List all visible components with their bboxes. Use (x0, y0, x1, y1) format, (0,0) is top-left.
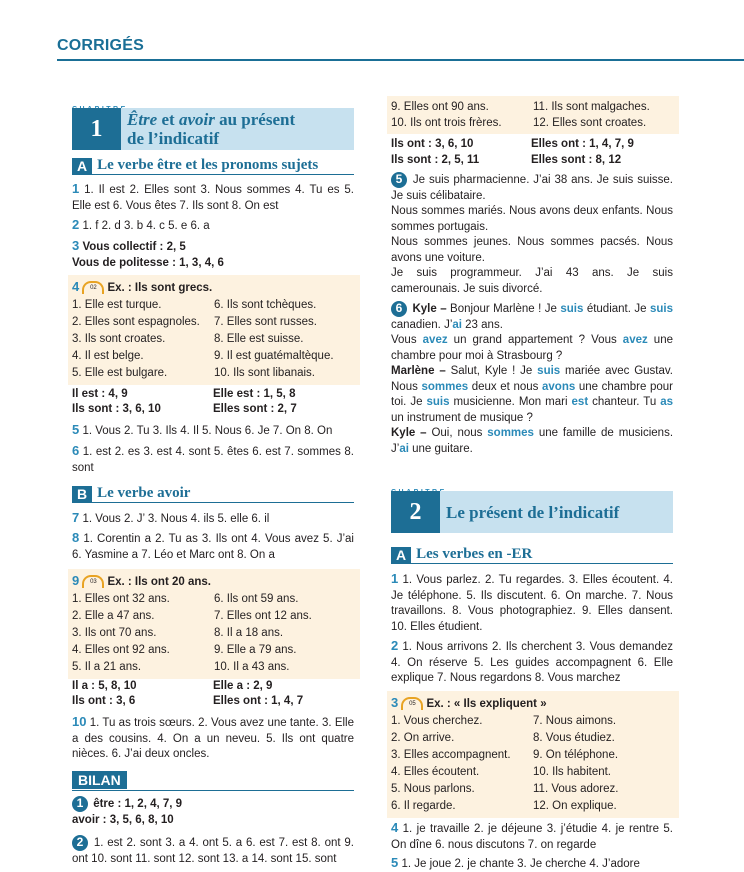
exercise-9-summary: Il a : 5, 8, 10 Elle a : 2, 9 Ils ont : 3, 6 Elles ont : 1, 4, 7 (72, 680, 304, 707)
page-title: CORRIGÉS (57, 37, 144, 54)
bilan-2: 2 1. est 2. sont 3. a 4. ont 5. a 6. est 7. est 8. ont 9. ont 10. sont 11. sont 12. sont 13. a 14. sont 15. sont (72, 835, 354, 865)
chapter-2-exercise-1: 1 1. Vous parlez. 2. Tu regardes. 3. Elles écoutent. 4. Je téléphone. 5. Ils discutent. 6. On marche. 7. Nous travaillons. 8. Vous photographiez. 9. Elles dansent. 10. Elles étudient. (391, 571, 673, 633)
section-2a-heading: A Les verbes en -ER (391, 546, 673, 564)
bilan-3-summary: Ils ont : 3, 6, 10 Elles ont : 1, 4, 7, 9 Ils sont : 2, 5, 11 Elles sont : 8, 12 (391, 138, 634, 166)
bilan-heading: BILAN (72, 771, 354, 791)
exercise-4-summary: Il est : 4, 9 Elle est : 1, 5, 8 Ils sont : 3, 6, 10 Elles sont : 2, 7 (72, 388, 297, 415)
exercise-10: 10 1. Tu as trois sœurs. 2. Vous avez une tante. 3. Elle a des cousins. 4. On a un neveu. 5. Ils ont quatre nièces. 6. J’ai deux oncles. (72, 714, 354, 760)
chapter-1-header (72, 108, 354, 150)
section-b-heading: B Le verbe avoir (72, 485, 354, 503)
audio-icon[interactable]: 03 (82, 575, 104, 588)
exercise-5: 5 1. Vous 2. Tu 3. Ils 4. Il 5. Nous 6. Je 7. On 8. On (72, 422, 333, 437)
title-rule (57, 59, 744, 61)
chapter-2-exercise-4: 4 1. je travaille 2. je déjeune 3. j’étudie 4. je rentre 5. On dîne 6. nous discutons 7. on regarde (391, 820, 673, 851)
exercise-4-box: 4 02 Ex. : Ils sont grecs. 1. Elle est turque. 6. Ils sont tchèques. 2. Elles sont espagnoles. 7. Elles sont russes. 3. Ils sont croates. 8. Elle est suisse. 4. Il est belge. 9. Il est guatémaltèque. 5. Elle est bulgare. 10. Ils sont libanais. (68, 275, 360, 385)
chapter-title: Être et avoir au présent de l’indicatif (121, 108, 354, 150)
chapter-number: 2 (391, 491, 440, 533)
chapter-2-exercise-3-box: 3 05 Ex. : « Ils expliquent » 1. Vous cherchez. 7. Nous aimons. 2. On arrive. 8. Vous étudiez. 3. Elles accompagnent. 9. On téléphone. 4. Elles écoutent. 10. Ils habitent. 5. Nous parlons. 11. Vous adorez. 6. Il regarde. 12. On explique. (387, 691, 679, 818)
exercise-2: 2 1. f 2. d 3. b 4. c 5. e 6. a (72, 217, 210, 232)
section-a-heading: A Le verbe être et les pronoms sujets (72, 157, 354, 175)
chapter-title: Le présent de l’indicatif (440, 491, 673, 533)
bilan-3-continued-box: 9. Elles ont 90 ans. 11. Ils sont malgaches. 10. Ils ont trois frères. 12. Elles sont croates. (387, 96, 679, 134)
exercise-9-items: 1. Elles ont 32 ans. 6. Ils ont 59 ans. 2. Elle a 47 ans. 7. Elles ont 12 ans. 3. Ils ont 70 ans. 8. Il a 18 ans. 4. Elles ont 92 ans. 9. Elle a 79 ans. 5. Il a 21 ans. 10. Il a 43 ans. (72, 593, 312, 673)
chapter-2-exercise-2: 2 1. Nous arrivons 2. Ils cherchent 3. Vous demandez 4. On réserve 5. Les guides accompagnent 6. Elle explique 7. Nous regardons 8. Vous marchez (391, 638, 673, 684)
audio-icon[interactable]: 05 (401, 697, 423, 710)
bilan-6: 6 Kyle – Bonjour Marlène ! Je suis étudiant. Je suis canadien. J’ai 23 ans. Vous avez un grand appartement ? Vous avez une chambre pour moi à Strasbourg ? Marlène – Salut, Kyle ! Je suis mariée avec Gustav. Nous sommes deux et nous avons une chambre pour toi. Je suis musicienne. Mon mari est chanteur. Tu as un instrument de musique ? Kyle – Oui, nous sommes une famille de musiciens. J’ai une guitare. (391, 301, 674, 455)
chapter-2-exercise-5: 5 1. Je joue 2. je chante 3. Je cherche 4. J’adore (391, 855, 640, 870)
chapter-2-exercise-3-items: 1. Vous cherchez. 7. Nous aimons. 2. On arrive. 8. Vous étudiez. 3. Elles accompagnent. 9. On téléphone. 4. Elles écoutent. 10. Ils habitent. 5. Nous parlons. 11. Vous adorez. 6. Il regarde. 12. On explique. (391, 715, 619, 812)
exercise-8: 8 1. Corentin a 2. Tu as 3. Ils ont 4. Vous avez 5. J’ai 6. Yasmine a 7. Léo et Marc ont 8. On a (72, 530, 354, 561)
exercise-3: 3 Vous collectif : 2, 5 Vous de politesse : 1, 3, 4, 6 (72, 238, 224, 269)
exercise-4-items: 1. Elle est turque. 6. Ils sont tchèques. 2. Elles sont espagnoles. 7. Elles sont russes. 3. Ils sont croates. 8. Elle est suisse. 4. Il est belge. 9. Il est guatémaltèque. 5. Elle est bulgare. 10. Ils sont libanais. (72, 299, 334, 379)
exercise-7: 7 1. Vous 2. J’ 3. Nous 4. ils 5. elle 6. il (72, 510, 270, 525)
audio-icon[interactable]: 02 (82, 281, 104, 294)
chapter-2-header (391, 491, 673, 533)
exercise-9-box: 9 03 Ex. : Ils ont 20 ans. 1. Elles ont 32 ans. 6. Ils ont 59 ans. 2. Elle a 47 ans. 7. Elles ont 12 ans. 3. Ils ont 70 ans. 8. Il a 18 ans. 4. Elles ont 92 ans. 9. Elle a 79 ans. 5. Il a 21 ans. 10. Il a 43 ans. (68, 569, 360, 679)
bilan-1: 1 être : 1, 2, 4, 7, 9 avoir : 3, 5, 6, 8, 10 (72, 796, 183, 826)
chapter-number: 1 (72, 108, 121, 150)
exercise-6: 6 1. est 2. es 3. est 4. sont 5. êtes 6. est 7. sommes 8. sont (72, 443, 354, 474)
exercise-1: 1 1. Il est 2. Elles sont 3. Nous sommes 4. Tu es 5. Elle est 6. Vous êtes 7. Ils sont 8. On est (72, 181, 355, 212)
bilan-5: 5 Je suis pharmacienne. J’ai 38 ans. Je suis suisse. Je suis célibataire. Nous sommes mariés. Nous avons deux enfants. Nous sommes portugais. Nous sommes jeunes. Nous sommes pacsés. Nous avons une voiture. Je suis programmeur. J’ai 43 ans. Je suis camerounais. Je suis divorcé. (391, 172, 673, 295)
